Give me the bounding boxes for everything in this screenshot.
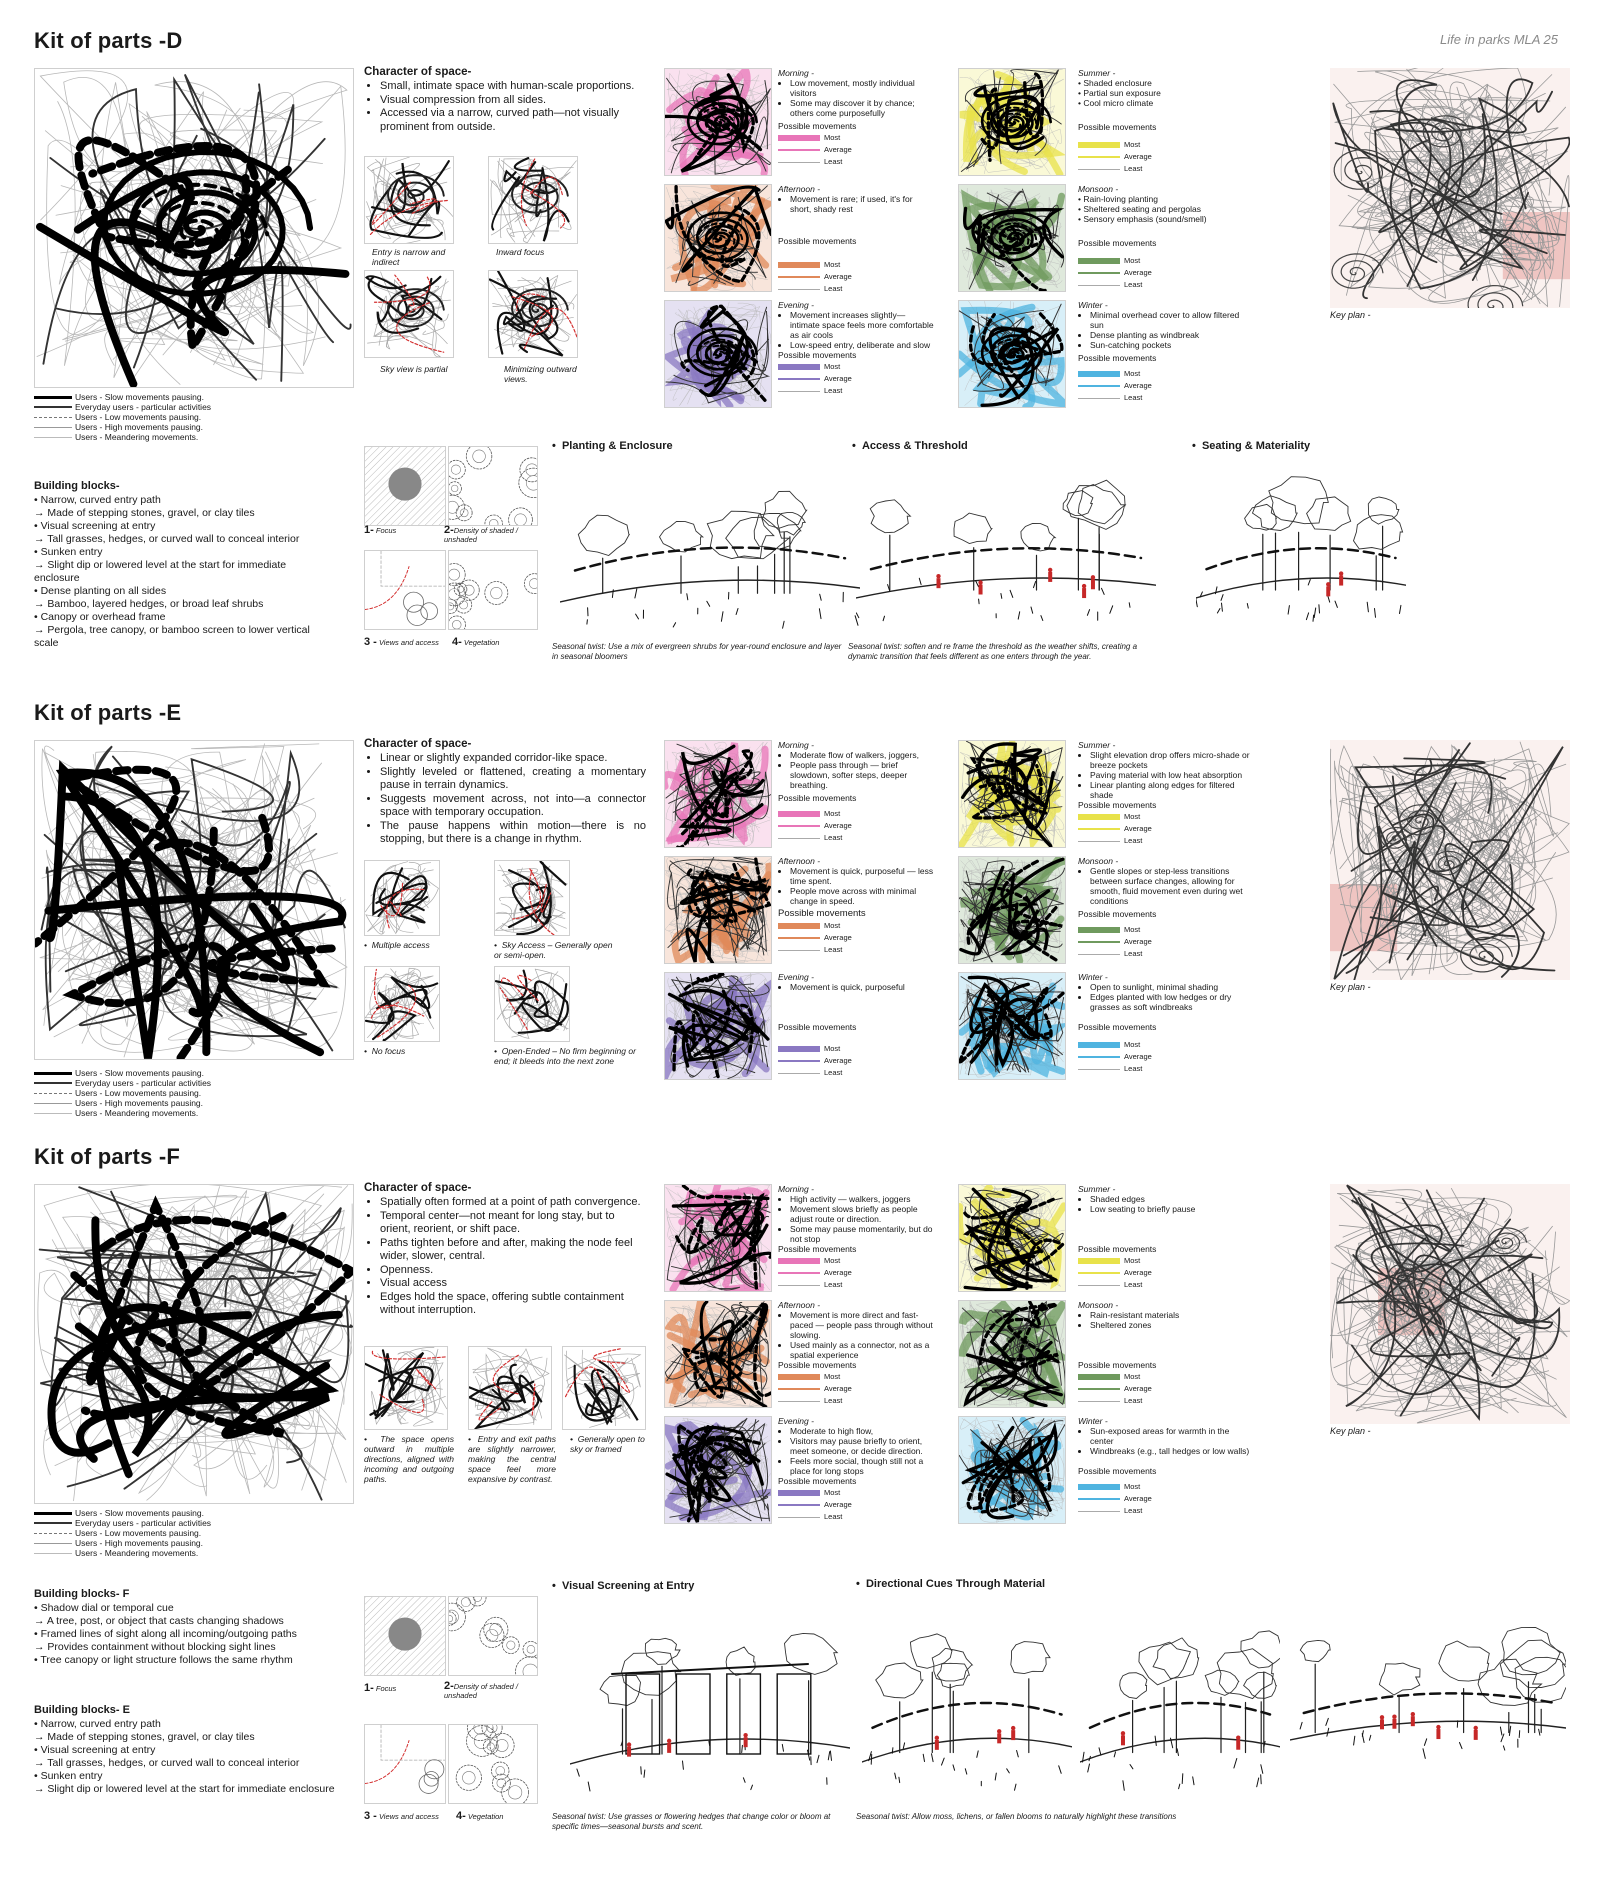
kit-d-diagram-4 — [488, 270, 578, 358]
kit-d-diagram-2 — [488, 156, 578, 244]
kit-d-views-tile — [364, 550, 446, 630]
kit-d-monsoon-map — [958, 184, 1066, 292]
kit-d-key-plan-label: Key plan - — [1330, 310, 1371, 320]
kit-e-key-plan-label: Key plan - — [1330, 982, 1371, 992]
kit-e-diagram-4 — [494, 966, 570, 1042]
kit-f-diagram-3 — [562, 1346, 646, 1430]
kit-d-vegetation-tile — [448, 550, 538, 630]
kit-f-mini-label-1: 1- Focus — [364, 1682, 397, 1694]
kit-d-diagram-4-label: Minimizing outward views. — [504, 364, 577, 384]
kit-e-winter-notes: Winter - • Open to sunlight, minimal shading • Edges planted with low hedges or dry grasses as soft windbreaks Possible movements Most Average Least — [1078, 972, 1250, 1074]
kit-e-building-blocks: Building blocks- E • Narrow, curved entry path → Made of stepping stones, gravel, or clay tiles • Visual screening at entry → Tall grasses, hedges, or curved wall to conceal interior • Sunken entry → Slight dip or lowered level at the start for immediate enclosure — [34, 1704, 335, 1795]
kit-e-diagram-3 — [364, 966, 440, 1042]
kit-e-diagram-2-label: • Sky Access – Generally open or semi-open. — [494, 940, 613, 960]
kit-d-mini-label-4: 4- Vegetation — [452, 636, 500, 648]
kit-f-title: Kit of parts -F — [34, 1144, 180, 1169]
kit-d-winter-notes: Winter - • Minimal overhead cover to allow filtered sun • Dense planting as windbreak • Sun-catching pockets Possible movements Most Average Least — [1078, 300, 1248, 403]
kit-f-evening-notes: Evening - • Moderate to high flow, • Visitors may pause briefly to orient, meet someone, or decide direction. • Feels more social, though still not a place for long stops Possible movements Most Average Least — [778, 1416, 934, 1522]
kit-d-character: Character of space- • Small, intimate space with human-scale proportions. • Visual compression from all sides. • Accessed via a narrow, curved path—not visually prominent from outside. — [364, 66, 654, 134]
kit-d-winter-map — [958, 300, 1066, 408]
kit-d-legend: Users - Slow movements pausing. Everyday users - particular activities Users - Low movements pausing. Users - High movements pausing. Users - Meandering movements. — [34, 392, 211, 442]
kit-f-diagram-1 — [364, 1346, 448, 1430]
kit-f-section-screening: • Visual Screening at Entry — [552, 1580, 695, 1592]
kit-d-building-blocks: Building blocks- • Narrow, curved entry path → Made of stepping stones, gravel, or clay tiles • Visual screening at entry → Tall grasses, hedges, or curved wall to conceal interior • Sunken entry → Slight dip or lowered level at the start for immediate enclosure • Dense planting on all sides → Bamboo, layered hedges, or broad leaf shrubs • Canopy or overhead frame → Pergola, tree canopy, or bamboo screen to lower vertical scale — [34, 480, 310, 649]
kit-e-evening-notes: Evening - • Movement is quick, purposeful Possible movements Most Average Least — [778, 972, 934, 1078]
kit-d-seating-sketch — [1196, 470, 1406, 630]
kit-d-density-tile — [448, 446, 538, 526]
kit-f-directional-sketch-3 — [1290, 1620, 1566, 1770]
kit-f-building-blocks: Building blocks- F • Shadow dial or temporal cue → A tree, post, or object that casts changing shadows • Framed lines of sight along all incoming/outgoing paths → Provides containment without blocking sight lines • Tree canopy or light structure follows the same rhythm — [34, 1588, 297, 1666]
kit-d-diagram-3-label: Sky view is partial — [380, 364, 448, 374]
kit-f-afternoon-map — [664, 1300, 772, 1408]
kit-d-afternoon-map — [664, 184, 772, 292]
kit-f-diagram-2 — [468, 1346, 552, 1430]
kit-f-winter-notes: Winter - • Sun-exposed areas for warmth in the center • Windbreaks (e.g., tall hedges or low walls) Possible movements Most Average Least — [1078, 1416, 1250, 1516]
kit-d-key-plan — [1330, 68, 1570, 308]
kit-d-diagram-1 — [364, 156, 454, 244]
kit-f-summer-notes: Summer - • Shaded edges • Low seating to briefly pause Possible movements Most Average Least — [1078, 1184, 1250, 1290]
kit-f-views-tile — [364, 1724, 446, 1804]
kit-f-monsoon-map — [958, 1300, 1066, 1408]
kit-f-section-directional: • Directional Cues Through Material — [856, 1578, 1046, 1590]
kit-f-density-tile — [448, 1596, 538, 1676]
kit-d-evening-map — [664, 300, 772, 408]
kit-f-screening-sketch — [570, 1604, 850, 1804]
kit-e-diagram-3-label: • No focus — [364, 1046, 406, 1056]
kit-d-section-access: • Access & Threshold — [852, 440, 968, 452]
kit-e-summer-map — [958, 740, 1066, 848]
kit-f-morning-notes: Morning - • High activity — walkers, joggers • Movement slows briefly as people adjust route or direction. • Some may pause momentarily, but do not stop Possible movements Most Average Least — [778, 1184, 934, 1290]
kit-f-main-drawing — [34, 1184, 354, 1504]
kit-d-section-seating: • Seating & Materiality — [1192, 440, 1311, 452]
kit-e-summer-notes: Summer - • Slight elevation drop offers micro-shade or breeze pockets • Paving material with low heat absorption • Linear planting along edges for filtered shade Possible movements Most Average Least — [1078, 740, 1250, 846]
kit-e-title: Kit of parts -E — [34, 700, 182, 725]
kit-e-afternoon-map — [664, 856, 772, 964]
kit-f-directional-sketch-1 — [862, 1610, 1072, 1800]
kit-d-twist-2: Seasonal twist: soften and re frame the threshold as the weather shifts, creating a dynamic transition that feels different as one enters through the year. — [848, 642, 1138, 661]
kit-f-afternoon-notes: Afternoon - • Movement is more direct and fast-paced — people pass through without slowing. • Used mainly as a connector, not as a spatial experience Possible movements Most Average Least — [778, 1300, 934, 1406]
kit-f-diagram-2-label: • Entry and exit paths are slightly narrower, making the central space feel more expansive by contrast. — [468, 1434, 556, 1484]
kit-e-main-drawing — [34, 740, 354, 1060]
kit-d-focus-tile — [364, 446, 446, 526]
kit-e-monsoon-notes: Monsoon - • Gentle slopes or step-less transitions between surface changes, allowing for smooth, fluid movement even during wet conditions Possible movements Most Average Least — [1078, 856, 1250, 959]
kit-d-summer-notes: Summer - • Shaded enclosure • Partial sun exposure • Cool micro climate Possible movements Most Average Least — [1078, 68, 1161, 173]
kit-f-diagram-3-label: • Generally open to sky or framed — [570, 1434, 645, 1454]
kit-f-mini-label-2: 2-Density of shaded / unshaded — [444, 1680, 518, 1700]
kit-e-diagram-1 — [364, 860, 440, 936]
kit-e-character: Character of space- • Linear or slightly expanded corridor-like space. • Slightly leveled or flattened, creating a momentary pause in terrain dynamics. • Suggests movement across, not into—a connector space with temporary occupation. • The pause happens within motion—there is no stopping, but there is a change in rhythm. — [364, 738, 646, 847]
kit-d-evening-notes: Evening - • Movement increases slightly—intimate space feels more comfortable as air cools • Low-speed entry, deliberate and slow Possible movements Most Average Least — [778, 300, 934, 396]
kit-d-mini-label-1: 1- Focus — [364, 524, 397, 536]
kit-d-diagram-3 — [364, 270, 454, 358]
kit-d-morning-map — [664, 68, 772, 176]
kit-d-title: Kit of parts -D — [34, 28, 183, 53]
kit-f-twist-1: Seasonal twist: Use grasses or flowering hedges that change color or bloom at specific times—seasonal bursts and scent. — [552, 1812, 831, 1831]
kit-d-afternoon-notes: Afternoon - • Movement is rare; if used, it's for short, shady rest Possible movements Most Average Least — [778, 184, 934, 294]
kit-d-mini-label-2: 2-Density of shaded / unshaded — [444, 524, 518, 544]
kit-d-planting-sketch — [560, 462, 860, 637]
kit-e-key-plan — [1330, 740, 1570, 980]
kit-d-section-planting: • Planting & Enclosure — [552, 440, 673, 452]
kit-f-diagram-1-label: • The space opens outward in multiple directions, aligned with incoming and outgoing paths. — [364, 1434, 454, 1484]
kit-f-key-plan-label: Key plan - — [1330, 1426, 1371, 1436]
kit-e-diagram-2 — [494, 860, 570, 936]
kit-e-evening-map — [664, 972, 772, 1080]
kit-e-winter-map — [958, 972, 1066, 1080]
kit-f-character: Character of space- • Spatially often formed at a point of path convergence. • Temporal center—not meant for long stay, but to orient, reorient, or shift pace. • Paths tighten before and after, making the node feel wider, slower, central. • Openness. • Visual access • Edges hold the space, offering subtle containment without interruption. — [364, 1182, 646, 1318]
kit-d-access-sketch — [856, 470, 1156, 630]
kit-f-summer-map — [958, 1184, 1066, 1292]
kit-f-legend: Users - Slow movements pausing. Everyday users - particular activities Users - Low movements pausing. Users - High movements pausing. Users - Meandering movements. — [34, 1508, 211, 1558]
kit-f-key-plan — [1330, 1184, 1570, 1424]
kit-f-mini-label-3: 3 - Views and access — [364, 1810, 439, 1822]
kit-d-main-drawing — [34, 68, 354, 388]
kit-f-directional-sketch-2 — [1080, 1610, 1280, 1800]
kit-f-winter-map — [958, 1416, 1066, 1524]
kit-f-vegetation-tile — [448, 1724, 538, 1804]
kit-f-monsoon-notes: Monsoon - • Rain-resistant materials • Sheltered zones Possible movements Most Average Least — [1078, 1300, 1250, 1406]
kit-e-legend: Users - Slow movements pausing. Everyday users - particular activities Users - Low movements pausing. Users - High movements pausing. Users - Meandering movements. — [34, 1068, 211, 1118]
project-label: Life in parks MLA 25 — [1440, 32, 1559, 47]
kit-e-diagram-4-label: • Open-Ended – No firm beginning or end; it bleeds into the next zone — [494, 1046, 636, 1066]
kit-f-mini-label-4: 4- Vegetation — [456, 1810, 504, 1822]
kit-e-morning-map — [664, 740, 772, 848]
kit-d-diagram-2-label: Inward focus — [496, 247, 545, 257]
kit-e-monsoon-map — [958, 856, 1066, 964]
kit-f-twist-2: Seasonal twist: Allow moss, lichens, or fallen blooms to naturally highlight these transitions — [856, 1812, 1177, 1821]
kit-e-morning-notes: Morning - • Moderate flow of walkers, joggers, • People pass through — brief slowdown, softer steps, deeper breathing. Possible movements Most Average Least — [778, 740, 934, 843]
kit-f-focus-tile — [364, 1596, 446, 1676]
kit-d-mini-label-3: 3 - Views and access — [364, 636, 439, 648]
kit-d-summer-map — [958, 68, 1066, 176]
kit-d-morning-notes: Morning - • Low movement, mostly individual visitors • Some may discover it by chance; others come purposefully Possible movements Most Average Least — [778, 68, 934, 167]
kit-d-monsoon-notes: Monsoon - • Rain-loving planting • Sheltered seating and pergolas • Sensory emphasis (sound/smell) Possible movements Most Average Least — [1078, 184, 1207, 289]
kit-f-evening-map — [664, 1416, 772, 1524]
kit-d-diagram-1-label: Entry is narrow and indirect — [372, 247, 446, 267]
kit-f-morning-map — [664, 1184, 772, 1292]
kit-d-twist-1: Seasonal twist: Use a mix of evergreen shrubs for year-round enclosure and layer in seasonal bloomers — [552, 642, 842, 661]
kit-e-afternoon-notes: Afternoon - • Movement is quick, purposeful — less time spent. • People move across with minimal change in speed. Possible movements Most Average Least — [778, 856, 934, 955]
kit-e-diagram-1-label: • Multiple access — [364, 940, 430, 950]
